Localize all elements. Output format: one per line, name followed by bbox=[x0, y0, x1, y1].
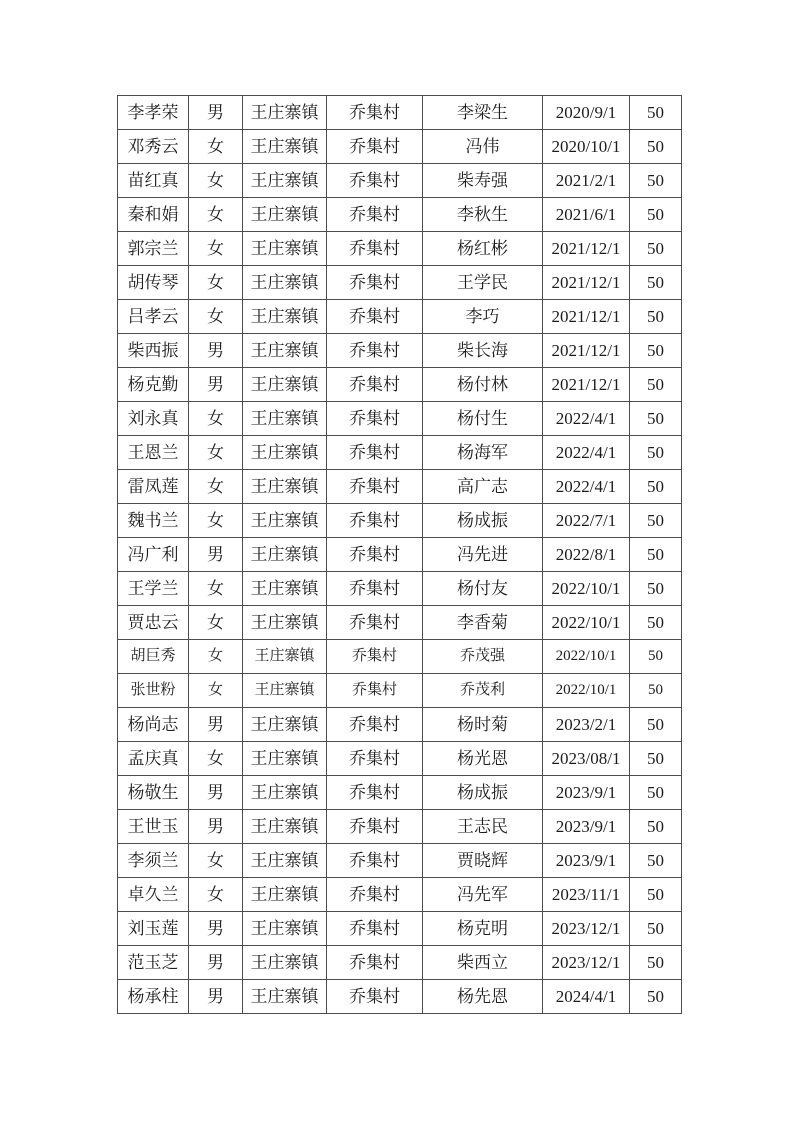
table-row bbox=[118, 436, 682, 470]
cell-date: 2022/10/1 bbox=[543, 572, 630, 606]
cell-amount: 50 bbox=[630, 674, 682, 708]
table-row bbox=[118, 96, 682, 130]
table-row bbox=[118, 130, 682, 164]
cell-gender: 男 bbox=[189, 946, 243, 980]
cell-date: 2023/08/1 bbox=[543, 742, 630, 776]
cell-contact: 王学民 bbox=[423, 266, 543, 300]
cell-village: 乔集村 bbox=[327, 266, 423, 300]
cell-name: 胡传琴 bbox=[118, 266, 189, 300]
table-row bbox=[118, 232, 682, 266]
table-row bbox=[118, 980, 682, 1014]
cell-contact: 李秋生 bbox=[423, 198, 543, 232]
cell-town: 王庄寨镇 bbox=[243, 878, 327, 912]
cell-contact: 杨克明 bbox=[423, 912, 543, 946]
cell-town: 王庄寨镇 bbox=[243, 742, 327, 776]
cell-amount: 50 bbox=[630, 232, 682, 266]
cell-contact: 王志民 bbox=[423, 810, 543, 844]
cell-name: 刘永真 bbox=[118, 402, 189, 436]
cell-gender: 男 bbox=[189, 912, 243, 946]
cell-village: 乔集村 bbox=[327, 606, 423, 640]
cell-town: 王庄寨镇 bbox=[243, 980, 327, 1014]
cell-amount: 50 bbox=[630, 470, 682, 504]
cell-date: 2022/4/1 bbox=[543, 436, 630, 470]
cell-village: 乔集村 bbox=[327, 334, 423, 368]
cell-town: 王庄寨镇 bbox=[243, 776, 327, 810]
cell-village: 乔集村 bbox=[327, 844, 423, 878]
cell-name: 张世粉 bbox=[118, 674, 189, 708]
cell-gender: 女 bbox=[189, 198, 243, 232]
cell-town: 王庄寨镇 bbox=[243, 300, 327, 334]
cell-amount: 50 bbox=[630, 946, 682, 980]
cell-gender: 女 bbox=[189, 232, 243, 266]
cell-amount: 50 bbox=[630, 538, 682, 572]
cell-gender: 女 bbox=[189, 130, 243, 164]
cell-amount: 50 bbox=[630, 844, 682, 878]
cell-village: 乔集村 bbox=[327, 980, 423, 1014]
cell-gender: 女 bbox=[189, 674, 243, 708]
cell-amount: 50 bbox=[630, 742, 682, 776]
cell-date: 2022/10/1 bbox=[543, 606, 630, 640]
table-row bbox=[118, 776, 682, 810]
cell-amount: 50 bbox=[630, 776, 682, 810]
cell-amount: 50 bbox=[630, 708, 682, 742]
cell-name: 雷凤莲 bbox=[118, 470, 189, 504]
cell-amount: 50 bbox=[630, 96, 682, 130]
cell-date: 2022/4/1 bbox=[543, 470, 630, 504]
cell-name: 杨尚志 bbox=[118, 708, 189, 742]
cell-amount: 50 bbox=[630, 300, 682, 334]
table-row bbox=[118, 538, 682, 572]
cell-town: 王庄寨镇 bbox=[243, 912, 327, 946]
cell-contact: 杨付林 bbox=[423, 368, 543, 402]
cell-name: 郭宗兰 bbox=[118, 232, 189, 266]
cell-contact: 冯先军 bbox=[423, 878, 543, 912]
cell-date: 2022/10/1 bbox=[543, 674, 630, 708]
cell-date: 2022/10/1 bbox=[543, 640, 630, 674]
cell-village: 乔集村 bbox=[327, 96, 423, 130]
cell-amount: 50 bbox=[630, 810, 682, 844]
cell-village: 乔集村 bbox=[327, 572, 423, 606]
cell-gender: 女 bbox=[189, 640, 243, 674]
cell-village: 乔集村 bbox=[327, 674, 423, 708]
cell-date: 2023/12/1 bbox=[543, 946, 630, 980]
table-row bbox=[118, 470, 682, 504]
cell-gender: 女 bbox=[189, 402, 243, 436]
cell-amount: 50 bbox=[630, 266, 682, 300]
table-row bbox=[118, 402, 682, 436]
cell-village: 乔集村 bbox=[327, 164, 423, 198]
cell-name: 邓秀云 bbox=[118, 130, 189, 164]
cell-village: 乔集村 bbox=[327, 232, 423, 266]
cell-date: 2022/7/1 bbox=[543, 504, 630, 538]
cell-name: 魏书兰 bbox=[118, 504, 189, 538]
cell-town: 王庄寨镇 bbox=[243, 708, 327, 742]
cell-name: 王世玉 bbox=[118, 810, 189, 844]
table-row bbox=[118, 912, 682, 946]
cell-name: 卓久兰 bbox=[118, 878, 189, 912]
cell-town: 王庄寨镇 bbox=[243, 538, 327, 572]
table-row bbox=[118, 334, 682, 368]
cell-contact: 乔茂利 bbox=[423, 674, 543, 708]
cell-date: 2023/9/1 bbox=[543, 844, 630, 878]
beneficiary-table bbox=[117, 95, 682, 1014]
cell-date: 2023/9/1 bbox=[543, 776, 630, 810]
table-row bbox=[118, 266, 682, 300]
cell-name: 范玉芝 bbox=[118, 946, 189, 980]
cell-gender: 女 bbox=[189, 606, 243, 640]
cell-gender: 女 bbox=[189, 742, 243, 776]
cell-date: 2021/12/1 bbox=[543, 232, 630, 266]
cell-amount: 50 bbox=[630, 436, 682, 470]
table-row bbox=[118, 164, 682, 198]
cell-date: 2021/2/1 bbox=[543, 164, 630, 198]
table-row bbox=[118, 572, 682, 606]
cell-contact: 冯伟 bbox=[423, 130, 543, 164]
cell-date: 2021/12/1 bbox=[543, 300, 630, 334]
cell-contact: 李香菊 bbox=[423, 606, 543, 640]
cell-contact: 杨先恩 bbox=[423, 980, 543, 1014]
cell-name: 刘玉莲 bbox=[118, 912, 189, 946]
cell-amount: 50 bbox=[630, 504, 682, 538]
table-row bbox=[118, 606, 682, 640]
cell-gender: 女 bbox=[189, 878, 243, 912]
cell-contact: 杨海军 bbox=[423, 436, 543, 470]
cell-town: 王庄寨镇 bbox=[243, 640, 327, 674]
table-row bbox=[118, 300, 682, 334]
cell-date: 2023/12/1 bbox=[543, 912, 630, 946]
cell-village: 乔集村 bbox=[327, 912, 423, 946]
table-row bbox=[118, 810, 682, 844]
cell-town: 王庄寨镇 bbox=[243, 946, 327, 980]
cell-contact: 李梁生 bbox=[423, 96, 543, 130]
cell-name: 杨承柱 bbox=[118, 980, 189, 1014]
cell-town: 王庄寨镇 bbox=[243, 470, 327, 504]
table-body bbox=[118, 96, 682, 1014]
cell-gender: 女 bbox=[189, 266, 243, 300]
cell-gender: 女 bbox=[189, 436, 243, 470]
cell-village: 乔集村 bbox=[327, 708, 423, 742]
cell-contact: 杨光恩 bbox=[423, 742, 543, 776]
cell-name: 王恩兰 bbox=[118, 436, 189, 470]
cell-village: 乔集村 bbox=[327, 402, 423, 436]
cell-town: 王庄寨镇 bbox=[243, 606, 327, 640]
cell-contact: 冯先进 bbox=[423, 538, 543, 572]
cell-contact: 贾晓辉 bbox=[423, 844, 543, 878]
cell-date: 2021/12/1 bbox=[543, 266, 630, 300]
cell-name: 孟庆真 bbox=[118, 742, 189, 776]
cell-amount: 50 bbox=[630, 130, 682, 164]
cell-name: 李孝荣 bbox=[118, 96, 189, 130]
cell-village: 乔集村 bbox=[327, 810, 423, 844]
cell-gender: 男 bbox=[189, 96, 243, 130]
cell-name: 柴西振 bbox=[118, 334, 189, 368]
cell-contact: 杨红彬 bbox=[423, 232, 543, 266]
cell-town: 王庄寨镇 bbox=[243, 572, 327, 606]
cell-name: 吕孝云 bbox=[118, 300, 189, 334]
cell-amount: 50 bbox=[630, 402, 682, 436]
cell-town: 王庄寨镇 bbox=[243, 232, 327, 266]
table-row bbox=[118, 198, 682, 232]
cell-gender: 男 bbox=[189, 980, 243, 1014]
cell-contact: 乔茂强 bbox=[423, 640, 543, 674]
cell-village: 乔集村 bbox=[327, 640, 423, 674]
cell-village: 乔集村 bbox=[327, 742, 423, 776]
cell-village: 乔集村 bbox=[327, 300, 423, 334]
cell-gender: 女 bbox=[189, 470, 243, 504]
cell-village: 乔集村 bbox=[327, 436, 423, 470]
table-row bbox=[118, 640, 682, 674]
cell-name: 贾忠云 bbox=[118, 606, 189, 640]
cell-town: 王庄寨镇 bbox=[243, 96, 327, 130]
cell-contact: 柴长海 bbox=[423, 334, 543, 368]
cell-village: 乔集村 bbox=[327, 878, 423, 912]
cell-gender: 男 bbox=[189, 708, 243, 742]
cell-gender: 男 bbox=[189, 368, 243, 402]
cell-contact: 杨时菊 bbox=[423, 708, 543, 742]
cell-gender: 女 bbox=[189, 572, 243, 606]
table-row bbox=[118, 742, 682, 776]
cell-name: 胡巨秀 bbox=[118, 640, 189, 674]
cell-town: 王庄寨镇 bbox=[243, 130, 327, 164]
table-row bbox=[118, 878, 682, 912]
cell-village: 乔集村 bbox=[327, 130, 423, 164]
cell-amount: 50 bbox=[630, 878, 682, 912]
cell-amount: 50 bbox=[630, 198, 682, 232]
cell-gender: 女 bbox=[189, 504, 243, 538]
cell-name: 杨敬生 bbox=[118, 776, 189, 810]
cell-name: 杨克勤 bbox=[118, 368, 189, 402]
cell-village: 乔集村 bbox=[327, 538, 423, 572]
cell-contact: 杨成振 bbox=[423, 504, 543, 538]
cell-gender: 男 bbox=[189, 538, 243, 572]
cell-town: 王庄寨镇 bbox=[243, 368, 327, 402]
cell-date: 2023/2/1 bbox=[543, 708, 630, 742]
cell-date: 2024/4/1 bbox=[543, 980, 630, 1014]
cell-date: 2021/6/1 bbox=[543, 198, 630, 232]
cell-contact: 柴西立 bbox=[423, 946, 543, 980]
cell-contact: 柴寿强 bbox=[423, 164, 543, 198]
table-row bbox=[118, 674, 682, 708]
cell-village: 乔集村 bbox=[327, 368, 423, 402]
cell-village: 乔集村 bbox=[327, 198, 423, 232]
cell-amount: 50 bbox=[630, 640, 682, 674]
cell-village: 乔集村 bbox=[327, 504, 423, 538]
table-row bbox=[118, 844, 682, 878]
cell-amount: 50 bbox=[630, 164, 682, 198]
cell-amount: 50 bbox=[630, 334, 682, 368]
cell-amount: 50 bbox=[630, 980, 682, 1014]
cell-gender: 女 bbox=[189, 844, 243, 878]
cell-contact: 高广志 bbox=[423, 470, 543, 504]
cell-town: 王庄寨镇 bbox=[243, 164, 327, 198]
cell-gender: 女 bbox=[189, 164, 243, 198]
cell-amount: 50 bbox=[630, 912, 682, 946]
table-row bbox=[118, 368, 682, 402]
cell-gender: 女 bbox=[189, 300, 243, 334]
cell-village: 乔集村 bbox=[327, 470, 423, 504]
cell-town: 王庄寨镇 bbox=[243, 334, 327, 368]
cell-name: 冯广利 bbox=[118, 538, 189, 572]
cell-name: 秦和娟 bbox=[118, 198, 189, 232]
table-row bbox=[118, 708, 682, 742]
cell-town: 王庄寨镇 bbox=[243, 198, 327, 232]
cell-town: 王庄寨镇 bbox=[243, 436, 327, 470]
cell-name: 苗红真 bbox=[118, 164, 189, 198]
cell-date: 2020/9/1 bbox=[543, 96, 630, 130]
cell-amount: 50 bbox=[630, 368, 682, 402]
cell-date: 2023/9/1 bbox=[543, 810, 630, 844]
cell-town: 王庄寨镇 bbox=[243, 844, 327, 878]
cell-town: 王庄寨镇 bbox=[243, 266, 327, 300]
cell-contact: 杨成振 bbox=[423, 776, 543, 810]
cell-town: 王庄寨镇 bbox=[243, 402, 327, 436]
cell-date: 2021/12/1 bbox=[543, 334, 630, 368]
table-row bbox=[118, 946, 682, 980]
cell-gender: 男 bbox=[189, 334, 243, 368]
cell-amount: 50 bbox=[630, 606, 682, 640]
cell-date: 2022/4/1 bbox=[543, 402, 630, 436]
cell-town: 王庄寨镇 bbox=[243, 810, 327, 844]
cell-contact: 李巧 bbox=[423, 300, 543, 334]
cell-date: 2020/10/1 bbox=[543, 130, 630, 164]
cell-date: 2022/8/1 bbox=[543, 538, 630, 572]
cell-village: 乔集村 bbox=[327, 946, 423, 980]
cell-contact: 杨付生 bbox=[423, 402, 543, 436]
cell-village: 乔集村 bbox=[327, 776, 423, 810]
cell-name: 王学兰 bbox=[118, 572, 189, 606]
cell-gender: 男 bbox=[189, 810, 243, 844]
cell-name: 李须兰 bbox=[118, 844, 189, 878]
cell-town: 王庄寨镇 bbox=[243, 504, 327, 538]
cell-gender: 男 bbox=[189, 776, 243, 810]
cell-town: 王庄寨镇 bbox=[243, 674, 327, 708]
cell-contact: 杨付友 bbox=[423, 572, 543, 606]
cell-date: 2021/12/1 bbox=[543, 368, 630, 402]
table-row bbox=[118, 504, 682, 538]
cell-amount: 50 bbox=[630, 572, 682, 606]
cell-date: 2023/11/1 bbox=[543, 878, 630, 912]
